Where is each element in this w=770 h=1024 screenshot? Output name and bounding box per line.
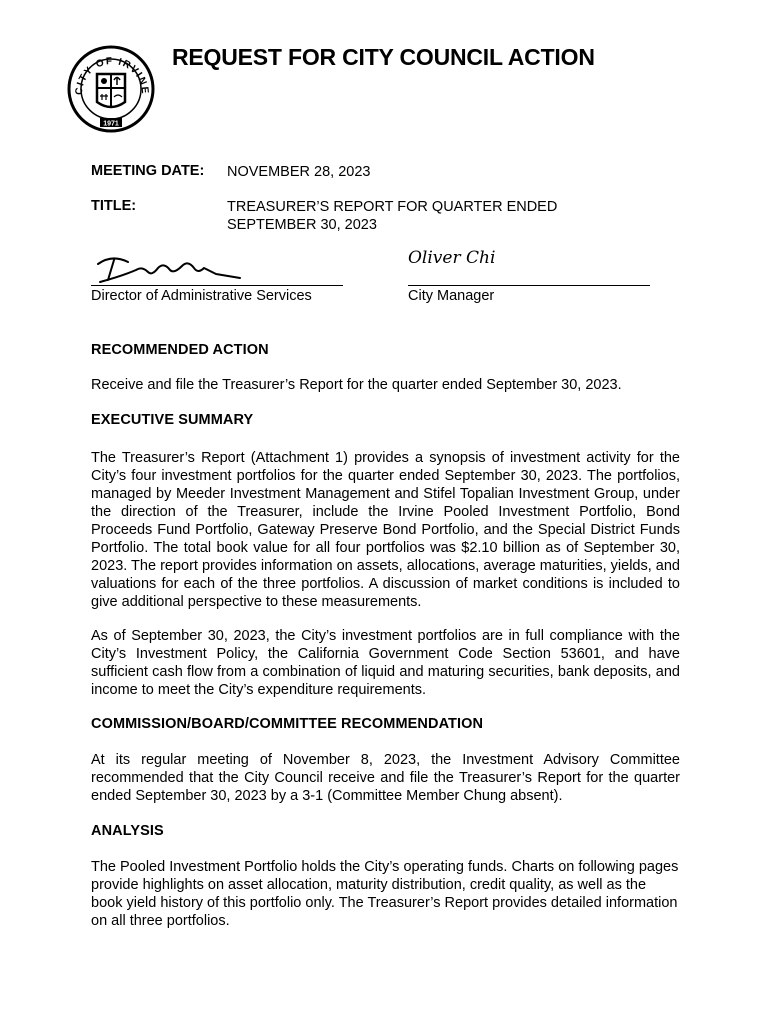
analysis-body: The Pooled Investment Portfolio holds the City’s operating funds. Charts on following pages provide highlights on asset allocation, maturity distribution, credit quality, as well as the book yield history of this portfolio only. The Treasurer’s Report provides detailed information on all three portfolios. [91,859,679,929]
analysis-heading: ANALYSIS [91,823,164,839]
city-seal-logo [66,44,156,134]
svg-text:1971: 1971 [103,120,119,128]
director-signature [92,246,252,286]
meeting-date-value: NOVEMBER 28, 2023 [227,164,371,180]
meeting-date-label: MEETING DATE: [91,163,205,179]
svg-text:CITY OF IRVINE: CITY OF IRVINE [73,55,151,96]
recommended-action-body: Receive and file the Treasurer’s Report for the quarter ended September 30, 2023. [91,377,622,393]
city-manager-signature: Oliver Chi [408,248,496,268]
document-title: REQUEST FOR CITY COUNCIL ACTION [172,44,595,70]
executive-summary-paragraph-1: The Treasurer’s Report (Attachment 1) provides a synopsis of investment activity for the City’s four investment portfolios for the quarter ended September 30, 2023. The portfolios, managed by Meeder Investment Management and Stifel Topalian Investment Group, under the direction of the Treasurer, include the Irvine Pooled Investment Portfolio, Bond Proceeds Fund Portfolio, Gateway Preserve Bond Portfolio, and the Special District Funds Portfolio. The total book value for all four portfolios was $2.10 billion as of September 30, 2023. The report provides information on assets, allocations, average maturities, yields, and valuations for each of the three portfolios. A discussion of market conditions is included to give additional perspective to these measurements. [91,450,680,610]
executive-summary-paragraph-2: As of September 30, 2023, the City’s investment portfolios are in full compliance with the City’s Investment Policy, the California Government Code Section 53601, and have sufficient cash flow from a combination of liquid and maturing securities, bank deposits, and income to meet the City’s expenditure requirements. [91,628,680,698]
city-manager-signature-line [408,285,650,286]
title-label: TITLE: [91,198,137,214]
director-signature-line [91,285,343,286]
director-caption: Director of Administrative Services [91,288,312,304]
commission-body: At its regular meeting of November 8, 2023, the Investment Advisory Committee recommended that the City Council receive and file the Treasurer’s Report for the quarter ended September 30, 2023 by a 3-1 (Committee Member Chung absent). [91,752,680,804]
recommended-action-heading: RECOMMENDED ACTION [91,342,269,358]
executive-summary-heading: EXECUTIVE SUMMARY [91,412,254,428]
city-manager-caption: City Manager [408,288,495,304]
commission-heading: COMMISSION/BOARD/COMMITTEE RECOMMENDATION [91,716,484,732]
title-value: TREASURER’S REPORT FOR QUARTER ENDED SEPTEMBER 30, 2023 [227,199,558,233]
